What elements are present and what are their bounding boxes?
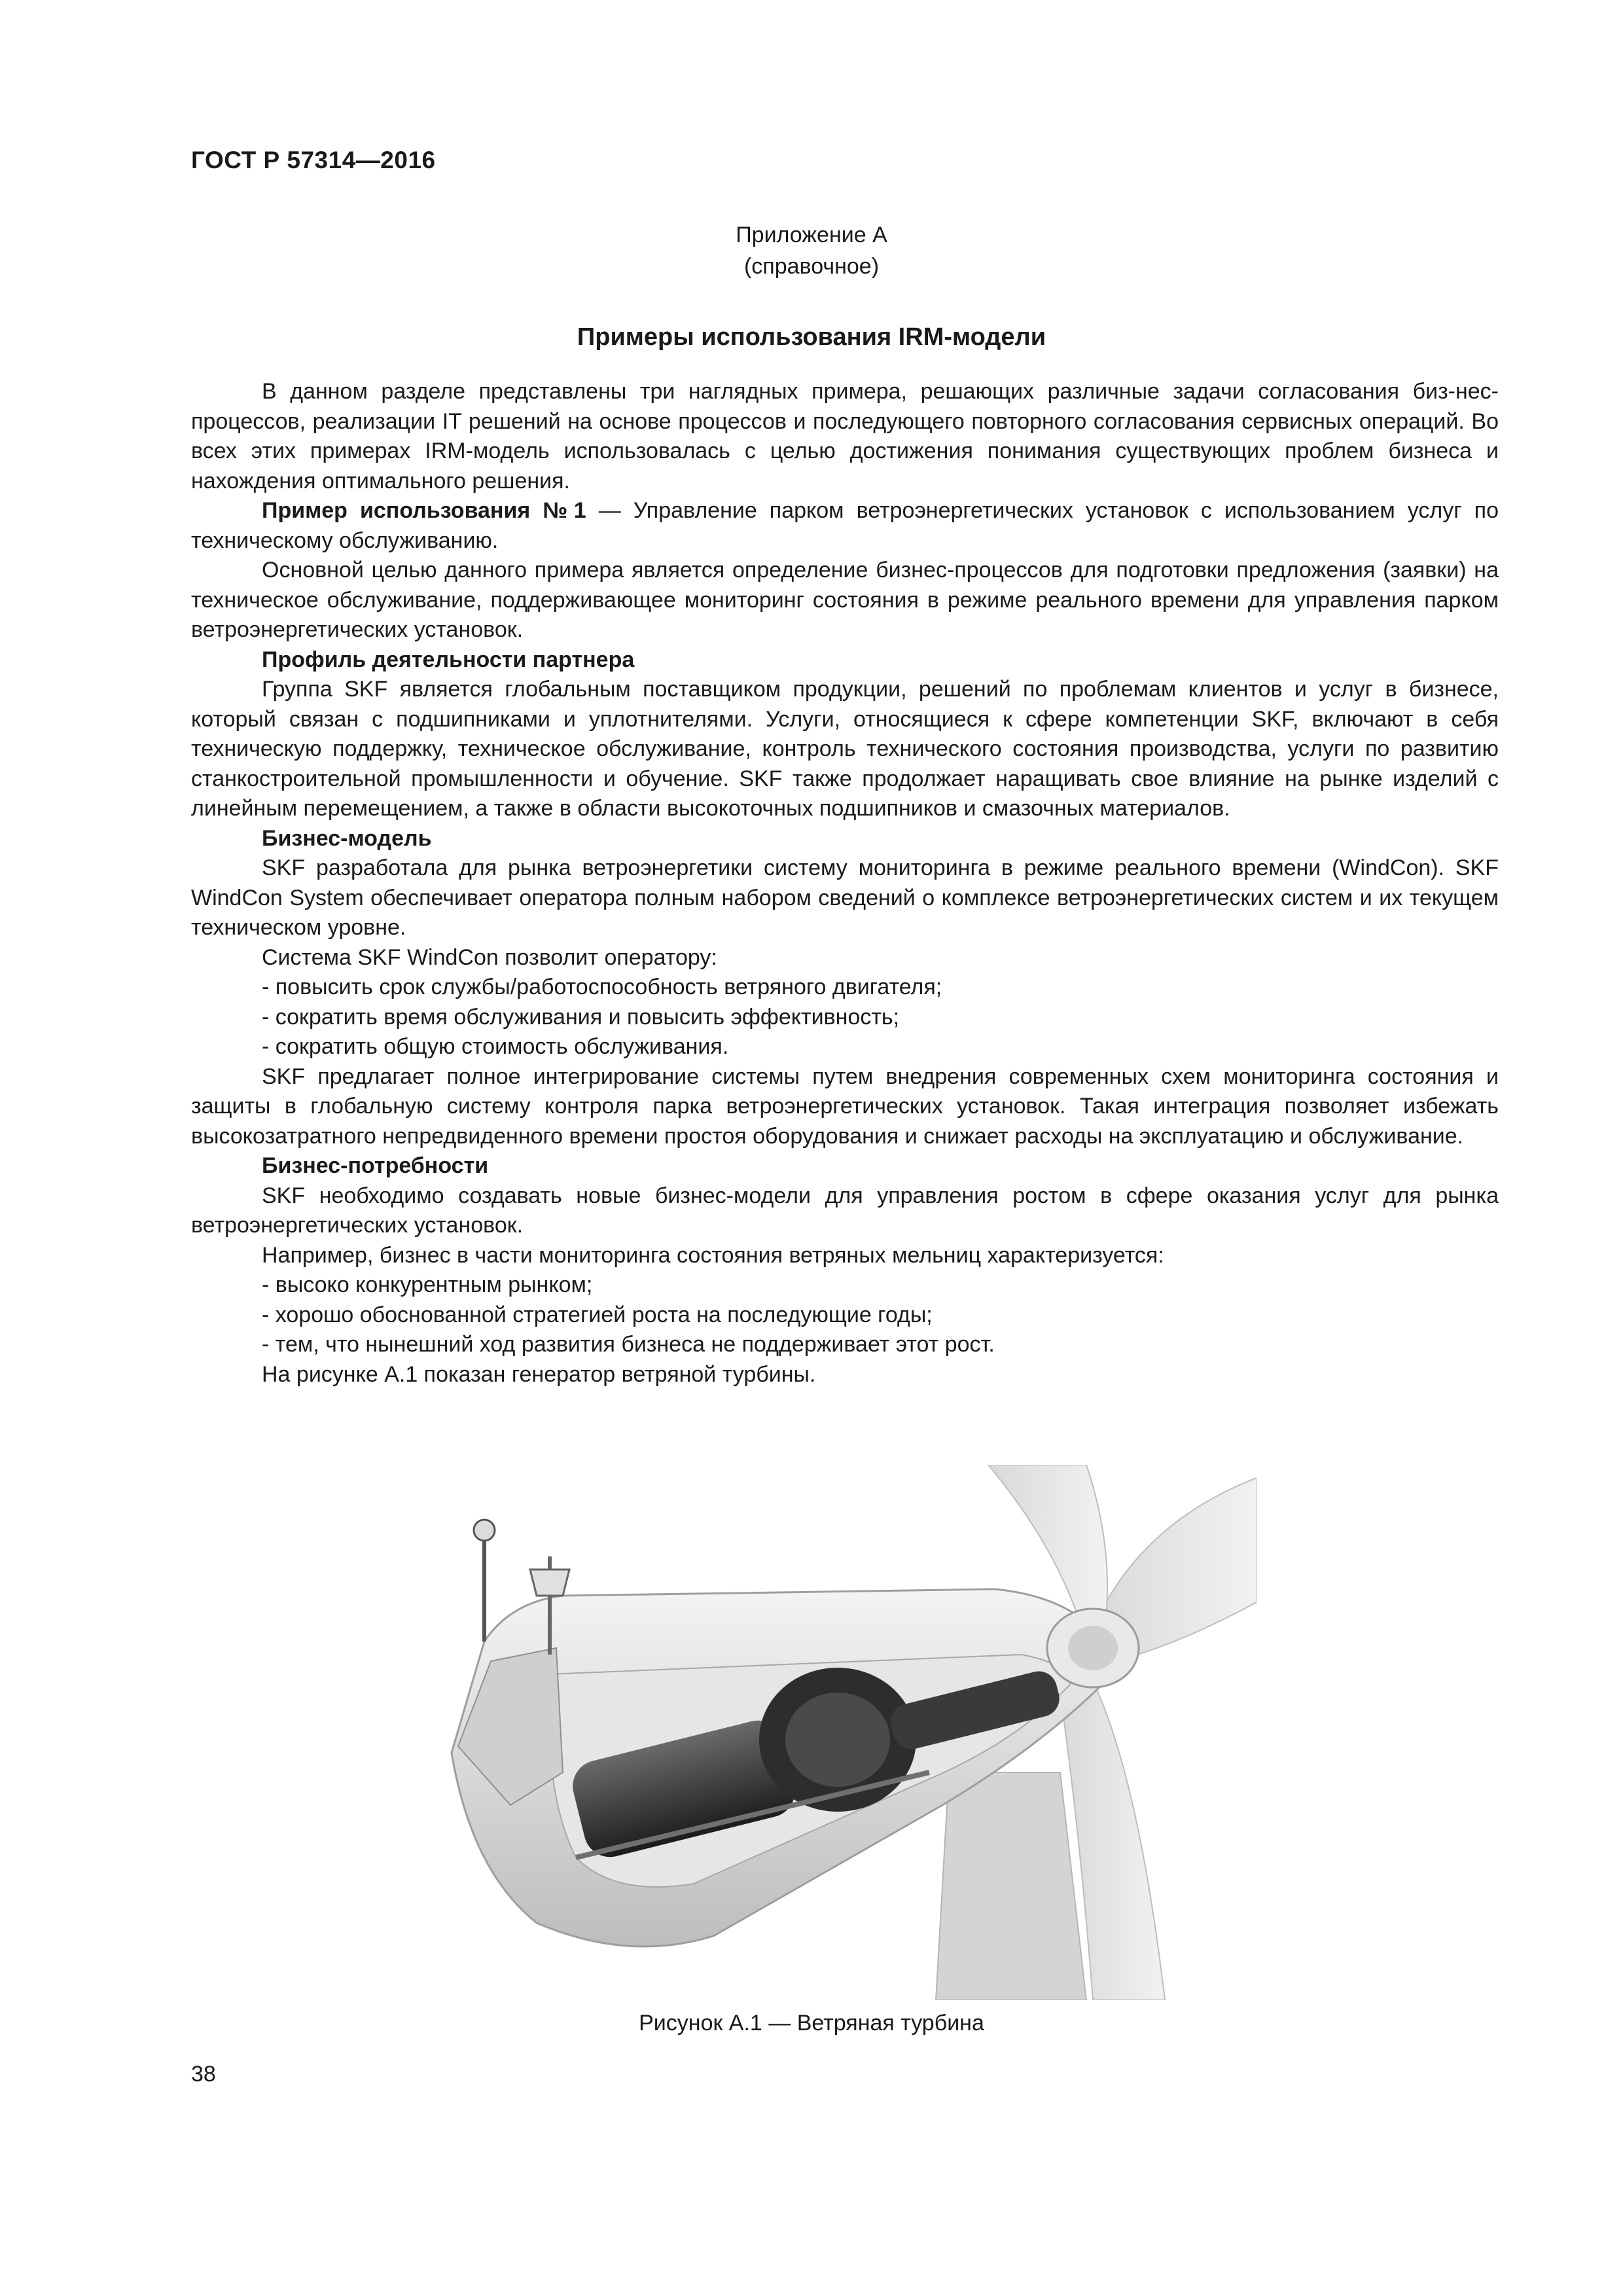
page-number: 38 xyxy=(191,2062,216,2087)
wind-turbine-figure xyxy=(432,1465,1257,2000)
subheading-profile: Профиль деятельности партнера xyxy=(262,647,635,672)
example-heading: Пример использования №1 xyxy=(262,498,586,523)
subheading-business-needs: Бизнес-потребности xyxy=(262,1153,489,1178)
list-item: - сократить общую стоимость обслуживания. xyxy=(262,1034,729,1059)
paragraph: В данном разделе представлены три наглядных примера, решающих различные задачи согласования биз-нес-процессов, реализации IT решений на основе процессов и последующего повторного согласования сервисных операций. Во всех этих примерах IRM-модель использовалась с целью достижения понимания существующих проблем бизнеса и нахождения оптимального решения. xyxy=(191,379,1499,493)
wind-turbine-illustration xyxy=(432,1465,1257,2000)
paragraph: SKF предлагает полное интегрирование системы путем внедрения современных схем мониторинга состояния и защиты в глобальную систему контроля парка ветроэнергетических установок. Такая интеграция позволяет избежать высокозатратного непредвиденного времени простоя оборудования и снижает расходы на эксплуатацию и обслуживание. xyxy=(191,1064,1499,1149)
paragraph: Например, бизнес в части мониторинга состояния ветряных мельниц характеризуется: xyxy=(262,1242,1164,1268)
appendix-title: Приложение А xyxy=(736,223,887,247)
paragraph: SKF необходимо создавать новые бизнес-модели для управления ростом в сфере оказания услуг для рынка ветроэнергетических установок. xyxy=(191,1183,1499,1238)
section-title: Примеры использования IRM-модели xyxy=(577,323,1046,351)
appendix-note: (справочное) xyxy=(743,254,880,279)
list-item: - повысить срок службы/работоспособность ветряного двигателя; xyxy=(262,975,942,999)
list-item: - тем, что нынешний ход развития бизнеса не поддерживает этот рост. xyxy=(262,1332,995,1357)
list-item: - высоко конкурентным рынком; xyxy=(262,1272,593,1297)
paragraph: Система SKF WindCon позволит оператору: xyxy=(262,944,717,970)
paragraph: Группа SKF является глобальным поставщиком продукции, решений по проблемам клиентов и услуг в бизнесе, который связан с подшипниками и уплотнителями. Услуги, относящиеся к сфере компетенции SKF, включают в себя техническую поддержку, техническое обслуживание, контроль технического состояния производства, услуги по развитию станкостроительной промышленности и обучение. SKF также продолжает наращивать свое влияние на рынке изделий с линейным перемещением, а также в области высокоточных подшипников и смазочных материалов. xyxy=(191,677,1499,821)
list-item: - сократить время обслуживания и повысить эффективность; xyxy=(262,1004,900,1030)
paragraph: На рисунке А.1 показан генератор ветряной турбины. xyxy=(262,1361,816,1387)
standard-designation: ГОСТ Р 57314—2016 xyxy=(191,147,436,173)
figure-caption: Рисунок А.1 — Ветряная турбина xyxy=(639,2011,984,2036)
document-body xyxy=(191,377,1499,1390)
list-item: - хорошо обоснованной стратегией роста на последующие годы; xyxy=(262,1302,933,1327)
paragraph: Основной целью данного примера является определение бизнес-процессов для подготовки предложения (заявки) на техническое обслуживание, поддерживающее мониторинг состояния в режиме реального времени для управления парком ветроэнергетических установок. xyxy=(191,558,1499,642)
subheading-business-model: Бизнес-модель xyxy=(262,825,432,851)
paragraph: SKF разработала для рынка ветроэнергетики систему мониторинга в режиме реального времени (WindCon). SKF WindCon System обеспечивает оператора полным набором сведений о комплексе ветроэнергетических систем и их текущем техническом уровне. xyxy=(191,855,1499,940)
example-text: — Управление парком ветроэнергетических установок с использованием услуг по техническому обслуживанию. xyxy=(191,498,1499,553)
paragraph xyxy=(191,496,1499,556)
